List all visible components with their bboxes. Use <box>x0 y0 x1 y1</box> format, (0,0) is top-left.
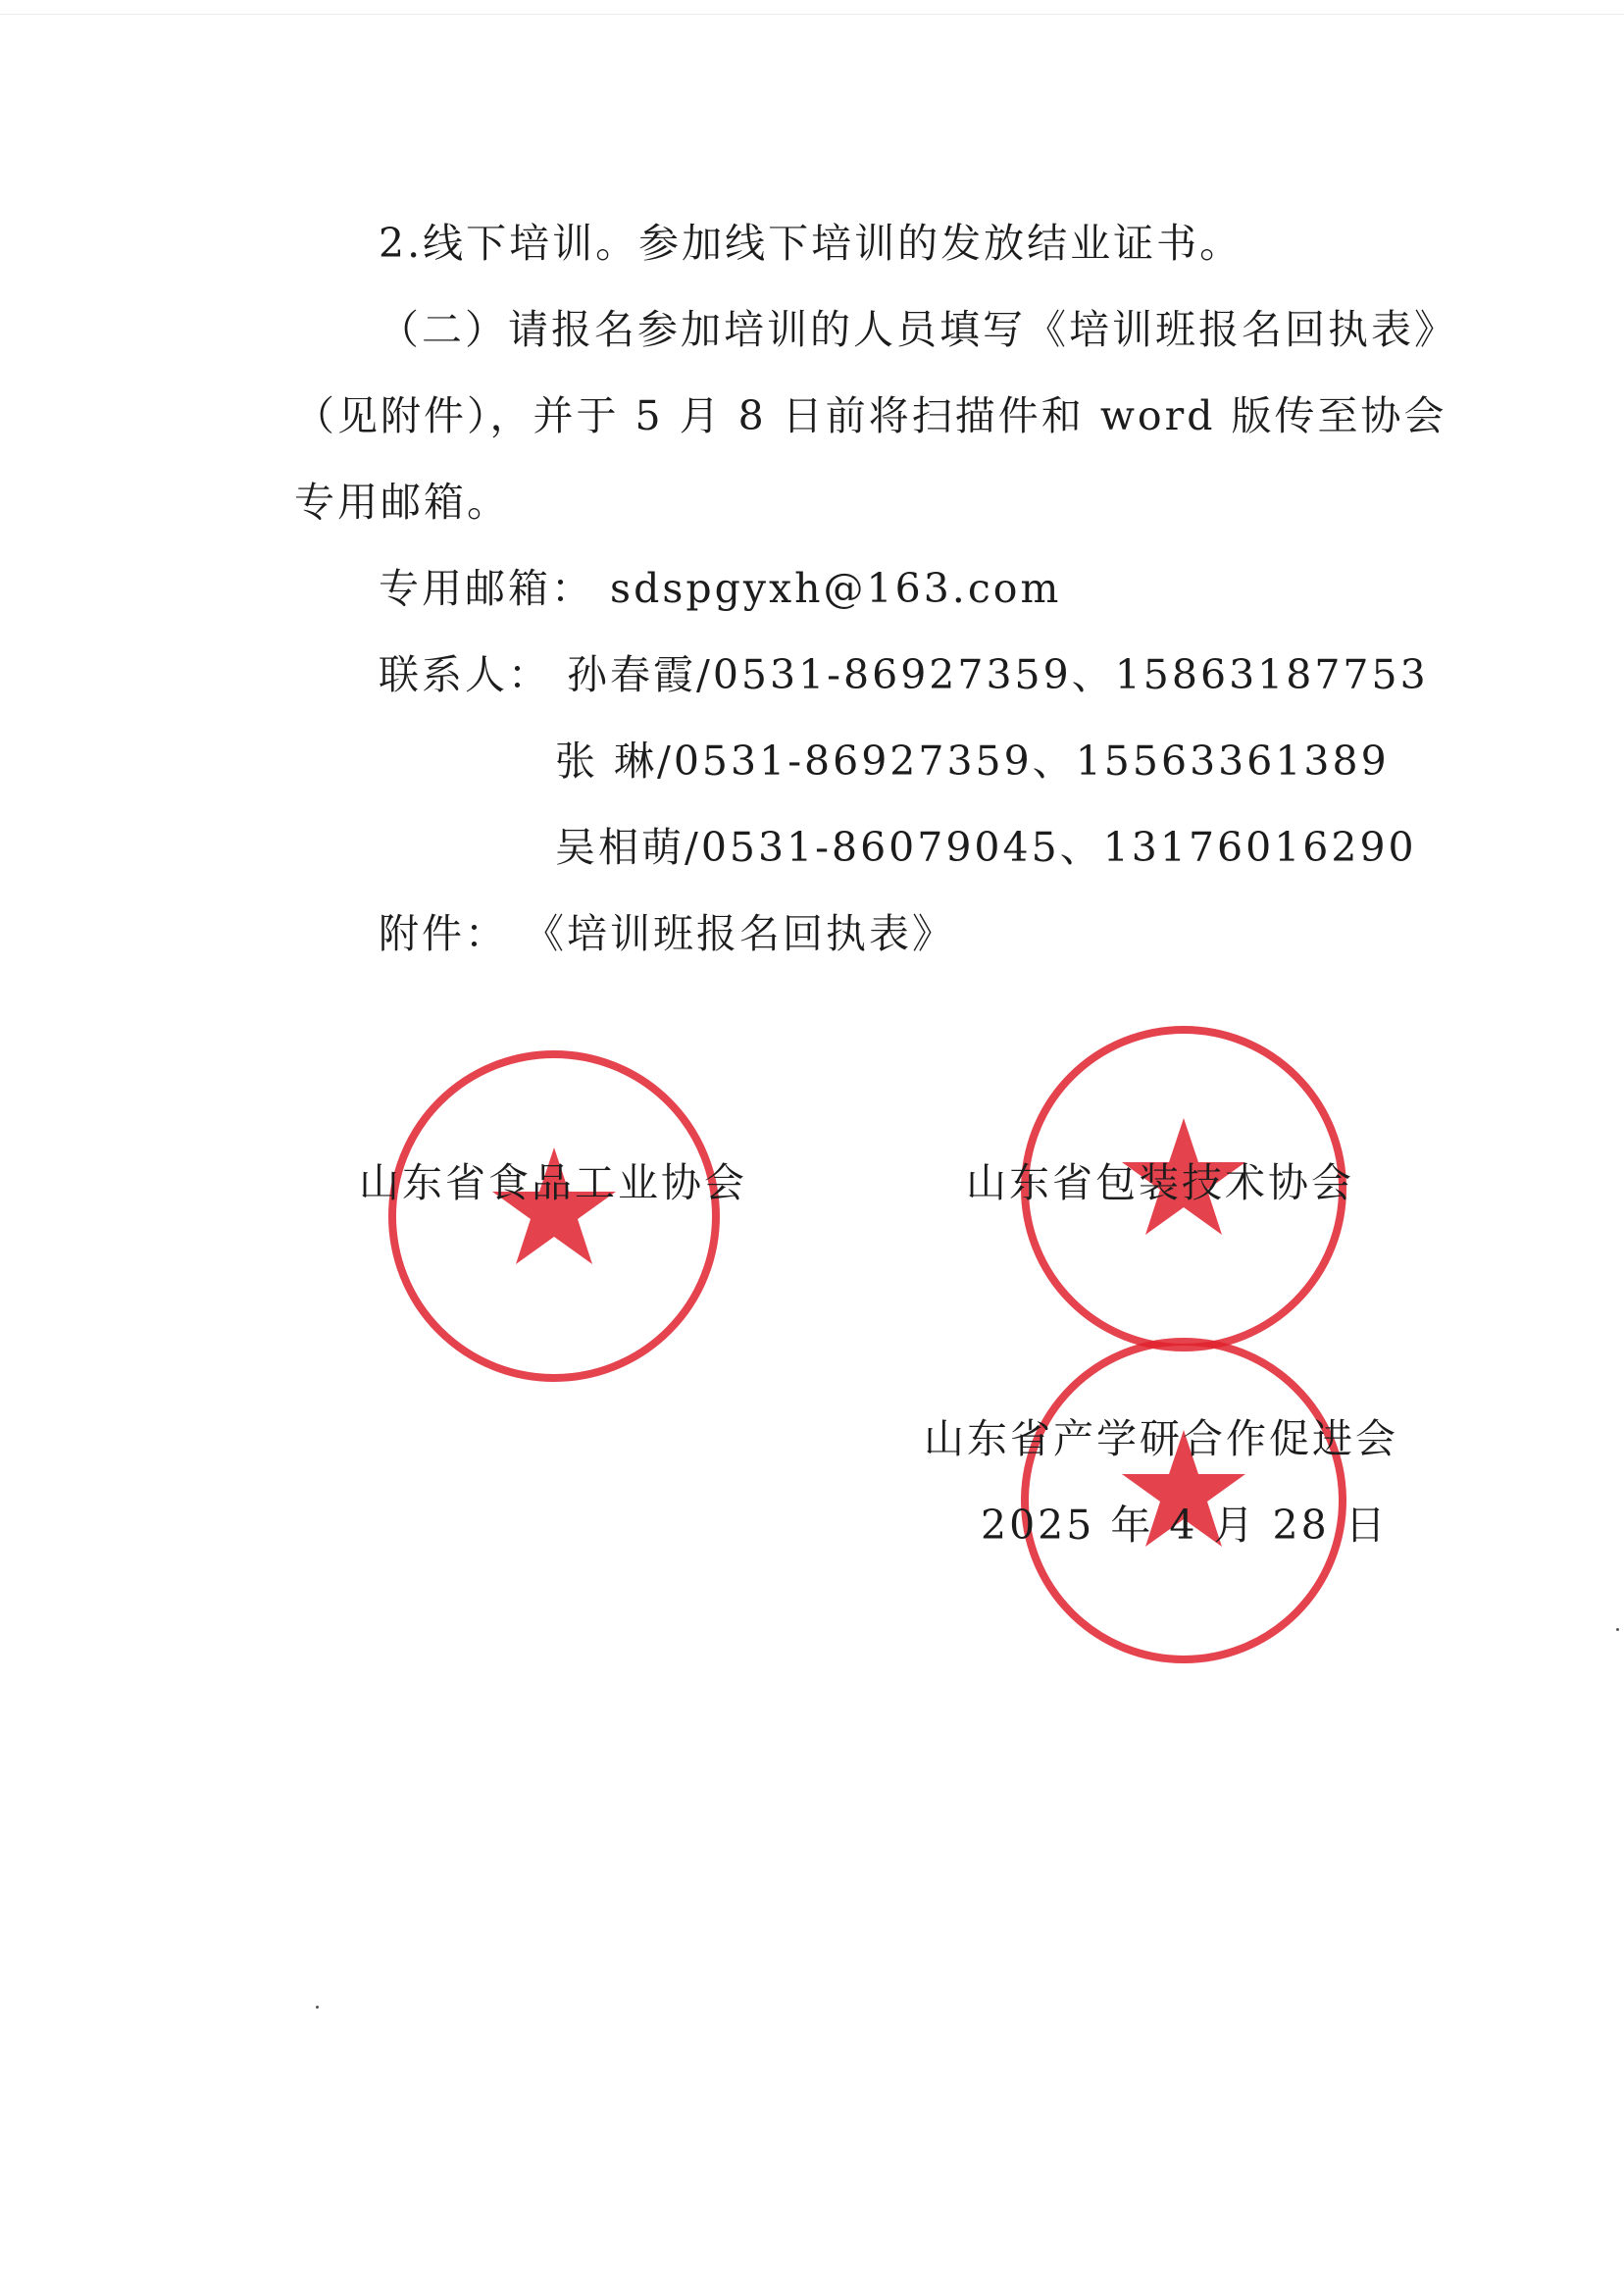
paragraph-registration-cont: （见附件），并于 5 月 8 日前将扫描件和 word 版传至协会 <box>294 392 1447 439</box>
contact-line-1: 联系人： 孙春霞/0531-86927359、15863187753 <box>379 651 1429 698</box>
signature-org-packaging: 山东省包装技术协会 <box>966 1159 1354 1206</box>
paragraph-offline-training: 2.线下培训。参加线下培训的发放结业证书。 <box>379 220 1243 267</box>
signature-date: 2025 年 4 月 28 日 <box>981 1502 1389 1549</box>
signature-org-industry-academia: 山东省产学研合作促进会 <box>924 1415 1398 1462</box>
contact-line-2: 张 琳/0531-86927359、15563361389 <box>555 738 1390 785</box>
scan-speck <box>1616 1628 1619 1631</box>
scan-edge-line <box>0 14 1624 15</box>
official-seal-food-industry <box>382 1045 726 1388</box>
paragraph-registration: （二）请报名参加培训的人员填写《培训班报名回执表》 <box>379 306 1457 353</box>
email-line: 专用邮箱： sdspgyxh@163.com <box>379 565 1062 612</box>
paragraph-registration-end: 专用邮箱。 <box>294 479 510 526</box>
scan-speck <box>316 2006 319 2009</box>
signature-org-food-industry: 山东省食品工业协会 <box>359 1159 747 1206</box>
attachment-line: 附件： 《培训班报名回执表》 <box>379 910 956 957</box>
contact-line-3: 吴相萌/0531-86079045、13176016290 <box>555 824 1417 871</box>
